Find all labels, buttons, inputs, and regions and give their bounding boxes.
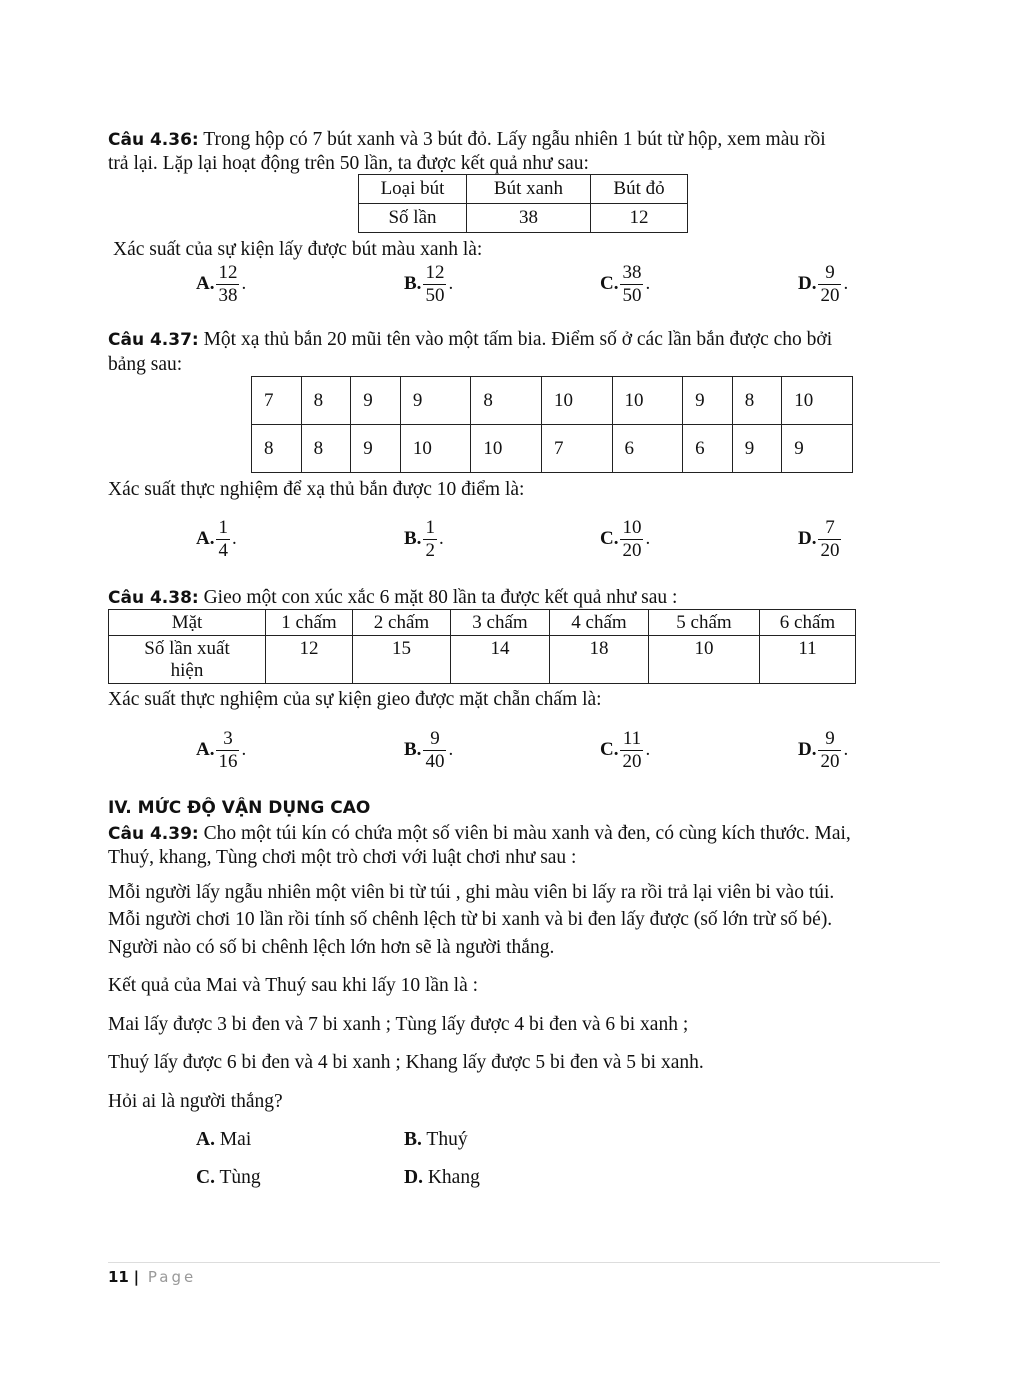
score-cell: 8	[471, 377, 542, 425]
q438-value-cell: 10	[649, 636, 760, 684]
q439-option-b	[404, 1128, 468, 1152]
fraction-numerator: 10	[622, 517, 642, 538]
q436-text-1: Trong hộp có 7 bút xanh và 3 bút đỏ. Lấy ngẫu nhiên 1 bút từ hộp, xem màu rồi	[198, 129, 826, 150]
q439-para3: Người nào có số bi chênh lệch lớn hơn sẽ là người thắng.	[108, 937, 555, 958]
option-text: Tùng	[214, 1167, 261, 1188]
q436-header-cell: Bút xanh	[467, 175, 591, 204]
footer-separator: |	[133, 1268, 140, 1286]
q437-prompt: Xác suất thực nghiệm để xạ thủ bắn được 10 điểm là:	[108, 479, 525, 500]
footer-divider	[108, 1262, 940, 1263]
fraction-numerator: 38	[622, 262, 642, 283]
q439-para4: Kết quả của Mai và Thuý sau khi lấy 10 lần là :	[108, 975, 479, 996]
fraction-denominator: 2	[425, 539, 435, 561]
fraction	[423, 262, 446, 307]
q438-option-b: B. $\frac{9}{40}$ .	[404, 728, 454, 772]
score-cell: 10	[471, 425, 542, 473]
score-cell: 9	[732, 425, 782, 473]
q438-text-1: Gieo một con xúc xắc 6 mặt 80 lần ta được kết quả như sau :	[198, 587, 678, 608]
q439-line1	[108, 822, 851, 846]
fraction	[620, 517, 643, 562]
score-cell: 9	[400, 377, 471, 425]
q438-header-cell: 5 chấm	[649, 610, 760, 636]
q436-header-cell: Loại bút	[359, 175, 467, 204]
q438-header-cell: 4 chấm	[550, 610, 649, 636]
fraction-numerator: 9	[825, 728, 835, 749]
score-cell: 8	[301, 377, 351, 425]
q439-para5: Mai lấy được 3 bi đen và 7 bi xanh ; Tùng lấy được 4 bi đen và 6 bi xanh ;	[108, 1014, 689, 1035]
q439-para6: Thuý lấy được 6 bi đen và 4 bi xanh ; Khang lấy được 5 bi đen và 5 bi xanh.	[108, 1052, 704, 1073]
q438-row-label-line2: hiện	[170, 659, 204, 681]
q436-line2: trả lại. Lặp lại hoạt động trên 50 lần, ta được kết quả như sau:	[108, 153, 589, 174]
option-letter: A.	[196, 739, 215, 761]
option-letter: A.	[196, 528, 215, 550]
q436-row-cell: 38	[467, 204, 591, 233]
q436-table	[358, 174, 688, 233]
page-footer	[108, 1268, 196, 1287]
q436-option-d: D. $\frac{9}{20}$ .	[798, 262, 849, 306]
score-cell: 6	[683, 425, 733, 473]
q437-option-b: B. $\frac{1}{2}$ .	[404, 517, 444, 561]
score-cell: 7	[541, 425, 612, 473]
option-letter: B.	[404, 739, 422, 761]
fraction-denominator: 4	[218, 539, 228, 561]
q437-option-d	[798, 517, 843, 562]
fraction	[216, 262, 239, 307]
option-text: Mai	[214, 1129, 252, 1150]
q438-value-cell: 18	[550, 636, 649, 684]
option-letter: B.	[404, 273, 422, 295]
section-heading: IV. MỨC ĐỘ VẬN DỤNG CAO	[108, 798, 371, 818]
q436-label: Câu 4.36:	[108, 130, 199, 150]
q439-option-a	[196, 1128, 251, 1152]
option-letter: D.	[798, 739, 817, 761]
q439-option-c	[196, 1166, 261, 1190]
q438-option-a: A. $\frac{3}{16}$ .	[196, 728, 247, 772]
q436-option-a: A. $\frac{12}{38}$ .	[196, 262, 247, 306]
q438-header-cell: Mặt	[109, 610, 266, 636]
fraction-numerator: 12	[425, 262, 445, 283]
fraction-denominator: 20	[622, 750, 642, 772]
fraction-denominator: 40	[425, 750, 445, 772]
option-letter: D.	[798, 528, 817, 550]
q436-header-cell: Bút đỏ	[591, 175, 688, 204]
option-letter: D.	[404, 1167, 423, 1188]
fraction-numerator: 9	[430, 728, 440, 749]
q439-line2: Thuý, khang, Tùng chơi một trò chơi với luật chơi như sau :	[108, 847, 577, 868]
score-cell: 7	[252, 377, 302, 425]
fraction	[818, 262, 841, 307]
fraction-denominator: 50	[622, 284, 642, 306]
page-label: Page	[147, 1268, 197, 1286]
score-cell: 9	[683, 377, 733, 425]
q438-line1	[108, 586, 677, 610]
fraction-numerator: 11	[622, 728, 642, 749]
q438-row-label	[109, 636, 266, 684]
q438-value-cell: 12	[266, 636, 353, 684]
score-cell: 10	[541, 377, 612, 425]
q437-score-table	[251, 376, 853, 473]
q439-para7: Hỏi ai là người thắng?	[108, 1091, 283, 1112]
fraction-numerator: 3	[223, 728, 233, 749]
q438-header-cell: 1 chấm	[266, 610, 353, 636]
q436-row-cell: Số lần	[359, 204, 467, 233]
score-cell: 9	[782, 425, 853, 473]
fraction	[620, 728, 643, 773]
option-letter: D.	[798, 273, 817, 295]
q438-table	[108, 609, 856, 684]
q438-row-label-line1: Số lần xuất	[144, 638, 230, 659]
option-text: Khang	[422, 1167, 480, 1188]
q439-para2: Mỗi người chơi 10 lần rồi tính số chênh lệch từ bi xanh và bi đen lấy được (số lớn trừ số bé).	[108, 909, 833, 930]
q439-label: Câu 4.39:	[108, 824, 199, 844]
q438-label: Câu 4.38:	[108, 588, 199, 608]
option-letter: A.	[196, 1129, 215, 1150]
fraction-denominator: 20	[820, 750, 840, 772]
fraction	[423, 728, 446, 773]
q437-line2: bảng sau:	[108, 354, 183, 375]
q438-header-cell: 3 chấm	[451, 610, 550, 636]
score-cell: 10	[612, 377, 683, 425]
fraction-denominator: 20	[820, 284, 840, 306]
q437-option-c: C. $\frac{10}{20}$ .	[600, 517, 651, 561]
fraction	[423, 517, 437, 562]
q436-prompt: Xác suất của sự kiện lấy được bút màu xanh là:	[113, 239, 483, 260]
fraction	[216, 517, 230, 562]
q439-para1: Mỗi người lấy ngẫu nhiên một viên bi từ túi , ghi màu viên bi lấy ra rồi trả lại viên bi vào túi.	[108, 882, 835, 903]
score-cell: 9	[351, 425, 401, 473]
score-cell: 9	[351, 377, 401, 425]
option-letter: C.	[196, 1167, 215, 1188]
score-cell: 10	[782, 377, 853, 425]
q437-line1	[108, 328, 832, 352]
fraction-numerator: 9	[825, 262, 835, 283]
q437-label: Câu 4.37:	[108, 330, 199, 350]
q438-value-cell: 15	[353, 636, 451, 684]
fraction-denominator: 16	[218, 750, 238, 772]
q436-option-c: C. $\frac{38}{50}$ .	[600, 262, 651, 306]
fraction-numerator: 7	[825, 517, 835, 538]
option-letter: C.	[600, 739, 619, 761]
option-letter: B.	[404, 1129, 422, 1150]
option-letter: C.	[600, 528, 619, 550]
q437-text-1: Một xạ thủ bắn 20 mũi tên vào một tấm bia. Điểm số ở các lần bắn được cho bởi	[198, 329, 833, 350]
page-number: 11	[108, 1268, 129, 1286]
score-cell: 6	[612, 425, 683, 473]
q439-option-d	[404, 1166, 480, 1190]
fraction	[620, 262, 643, 307]
fraction-denominator: 20	[622, 539, 642, 561]
option-letter: C.	[600, 273, 619, 295]
q438-header-cell: 2 chấm	[353, 610, 451, 636]
fraction	[818, 517, 841, 562]
fraction-denominator: 20	[820, 539, 840, 561]
q437-option-a: A. $\frac{1}{4}$ .	[196, 517, 237, 561]
fraction-denominator: 38	[218, 284, 238, 306]
fraction-denominator: 50	[425, 284, 445, 306]
option-letter: B.	[404, 528, 422, 550]
fraction-numerator: 1	[425, 517, 435, 538]
score-cell: 8	[252, 425, 302, 473]
fraction	[818, 728, 841, 773]
q438-option-c: C. $\frac{11}{20}$ .	[600, 728, 651, 772]
fraction	[216, 728, 239, 773]
q438-header-cell: 6 chấm	[760, 610, 856, 636]
option-text: Thuý	[421, 1129, 468, 1150]
q436-option-b: B. $\frac{12}{50}$ .	[404, 262, 454, 306]
fraction-numerator: 1	[218, 517, 228, 538]
q438-value-cell: 14	[451, 636, 550, 684]
q438-value-cell: 11	[760, 636, 856, 684]
q438-option-d: D. $\frac{9}{20}$ .	[798, 728, 849, 772]
q436-line1	[108, 128, 826, 152]
q438-prompt: Xác suất thực nghiệm của sự kiện gieo được mặt chẵn chấm là:	[108, 689, 602, 710]
score-cell: 8	[301, 425, 351, 473]
fraction-numerator: 12	[218, 262, 238, 283]
option-letter: A.	[196, 273, 215, 295]
score-cell: 8	[732, 377, 782, 425]
q439-text-1: Cho một túi kín có chứa một số viên bi màu xanh và đen, có cùng kích thước. Mai,	[198, 823, 851, 844]
score-cell: 10	[400, 425, 471, 473]
q436-row-cell: 12	[591, 204, 688, 233]
